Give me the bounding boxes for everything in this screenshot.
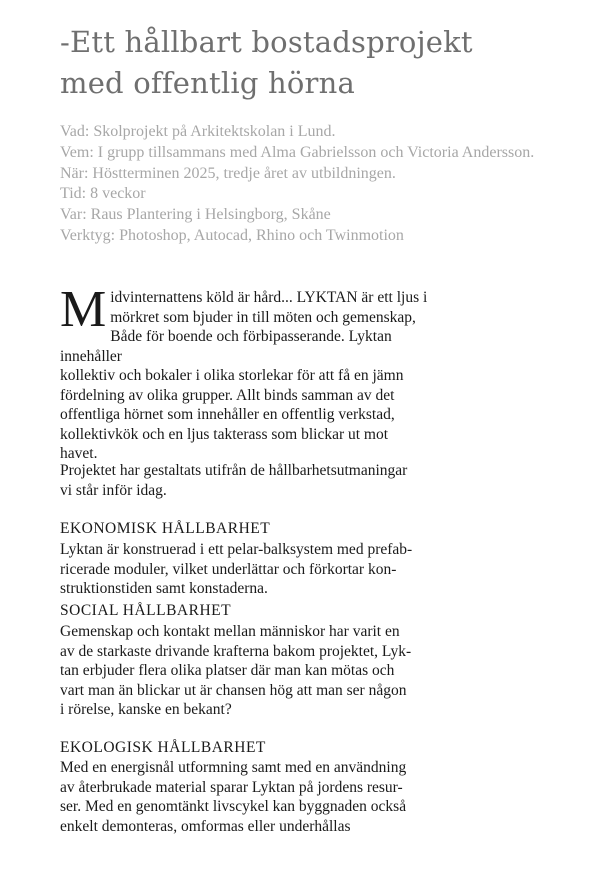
intro-paragraph: [60, 281, 450, 464]
sustainability-intro-paragraph: [60, 461, 450, 500]
text-line: offentliga hörnet som innehåller en offentlig verkstad,: [60, 406, 395, 423]
text-line: av de starkaste drivande krafterna bakom projektet, Lyk-: [60, 642, 412, 660]
text-line: vart man än blickar ut är chansen hög att man ser någon: [60, 681, 407, 699]
meta-what: Vad: Skolprojekt på Arkitektskolan i Lund.: [60, 123, 336, 140]
meta-duration: Tid: 8 veckor: [60, 185, 146, 203]
text-line: havet.: [60, 445, 98, 462]
text-line: tan erbjuder flera olika platser där man kan mötas och: [60, 662, 395, 679]
social-paragraph: [60, 622, 450, 720]
meta-who: Vem: I grupp tillsammans med Alma Gabrielsson och Victoria Andersson.: [60, 143, 535, 161]
text-line: Lyktan är konstruerad i ett pelar-balksystem med prefab-: [60, 541, 413, 558]
economic-paragraph: [60, 540, 450, 599]
text-line: struktionstiden samt konstaderna.: [60, 580, 268, 597]
text-line: idvinternattens köld är hård... LYKTAN är ett ljus i: [110, 289, 428, 306]
text-line: enkelt demonteras, omformas eller underhållas: [60, 817, 351, 835]
meta-where: Var: Raus Plantering i Helsingborg, Skåne: [60, 206, 331, 224]
ecological-paragraph: [60, 758, 450, 836]
text-line: ricerade moduler, vilket underlättar och förkortar kon-: [60, 560, 397, 578]
text-line: mörkret som bjuder in till möten och gemenskap,: [110, 308, 416, 326]
economic-heading: EKONOMISK HÅLLBARHET: [60, 520, 271, 537]
text-line: Projektet har gestaltats utifrån de hållbarhetsutmaningar: [60, 462, 408, 479]
text-line: i rörelse, kanske en bekant?: [60, 701, 232, 718]
project-meta: [60, 122, 610, 247]
text-line: kollektiv och bokaler i olika storlekar för att få en jämn: [60, 367, 404, 384]
text-line: Gemenskap och kontakt mellan människor har varit en: [60, 623, 400, 640]
title-line-2: med offentlig hörna: [60, 66, 355, 100]
text-line: kollektivkök och en ljus takterass som blickar ut mot: [60, 425, 389, 443]
meta-tools: Verktyg: Photoshop, Autocad, Rhino och Twinmotion: [60, 226, 404, 244]
text-line: fördelning av olika grupper. Allt binds samman av det: [60, 386, 395, 404]
text-line: av återbrukade material sparar Lyktan på jordens resur-: [60, 778, 403, 796]
title-line-1: -Ett hållbart bostadsprojekt: [60, 25, 473, 59]
drop-cap: M: [60, 281, 107, 338]
text-line: Med en energisnål utformning samt med en användning: [60, 759, 407, 776]
text-line: Både för boende och förbipasserande. Lyktan innehåller: [60, 328, 392, 365]
text-line: ser. Med en genomtänkt livscykel kan byggnaden också: [60, 798, 407, 815]
text-line: vi står inför idag.: [60, 481, 167, 499]
social-heading: SOCIAL HÅLLBARHET: [60, 602, 232, 619]
ecological-heading: EKOLOGISK HÅLLBARHET: [60, 739, 266, 756]
page-title: [60, 22, 600, 104]
meta-when: När: Höstterminen 2025, tredje året av utbildningen.: [60, 164, 396, 182]
